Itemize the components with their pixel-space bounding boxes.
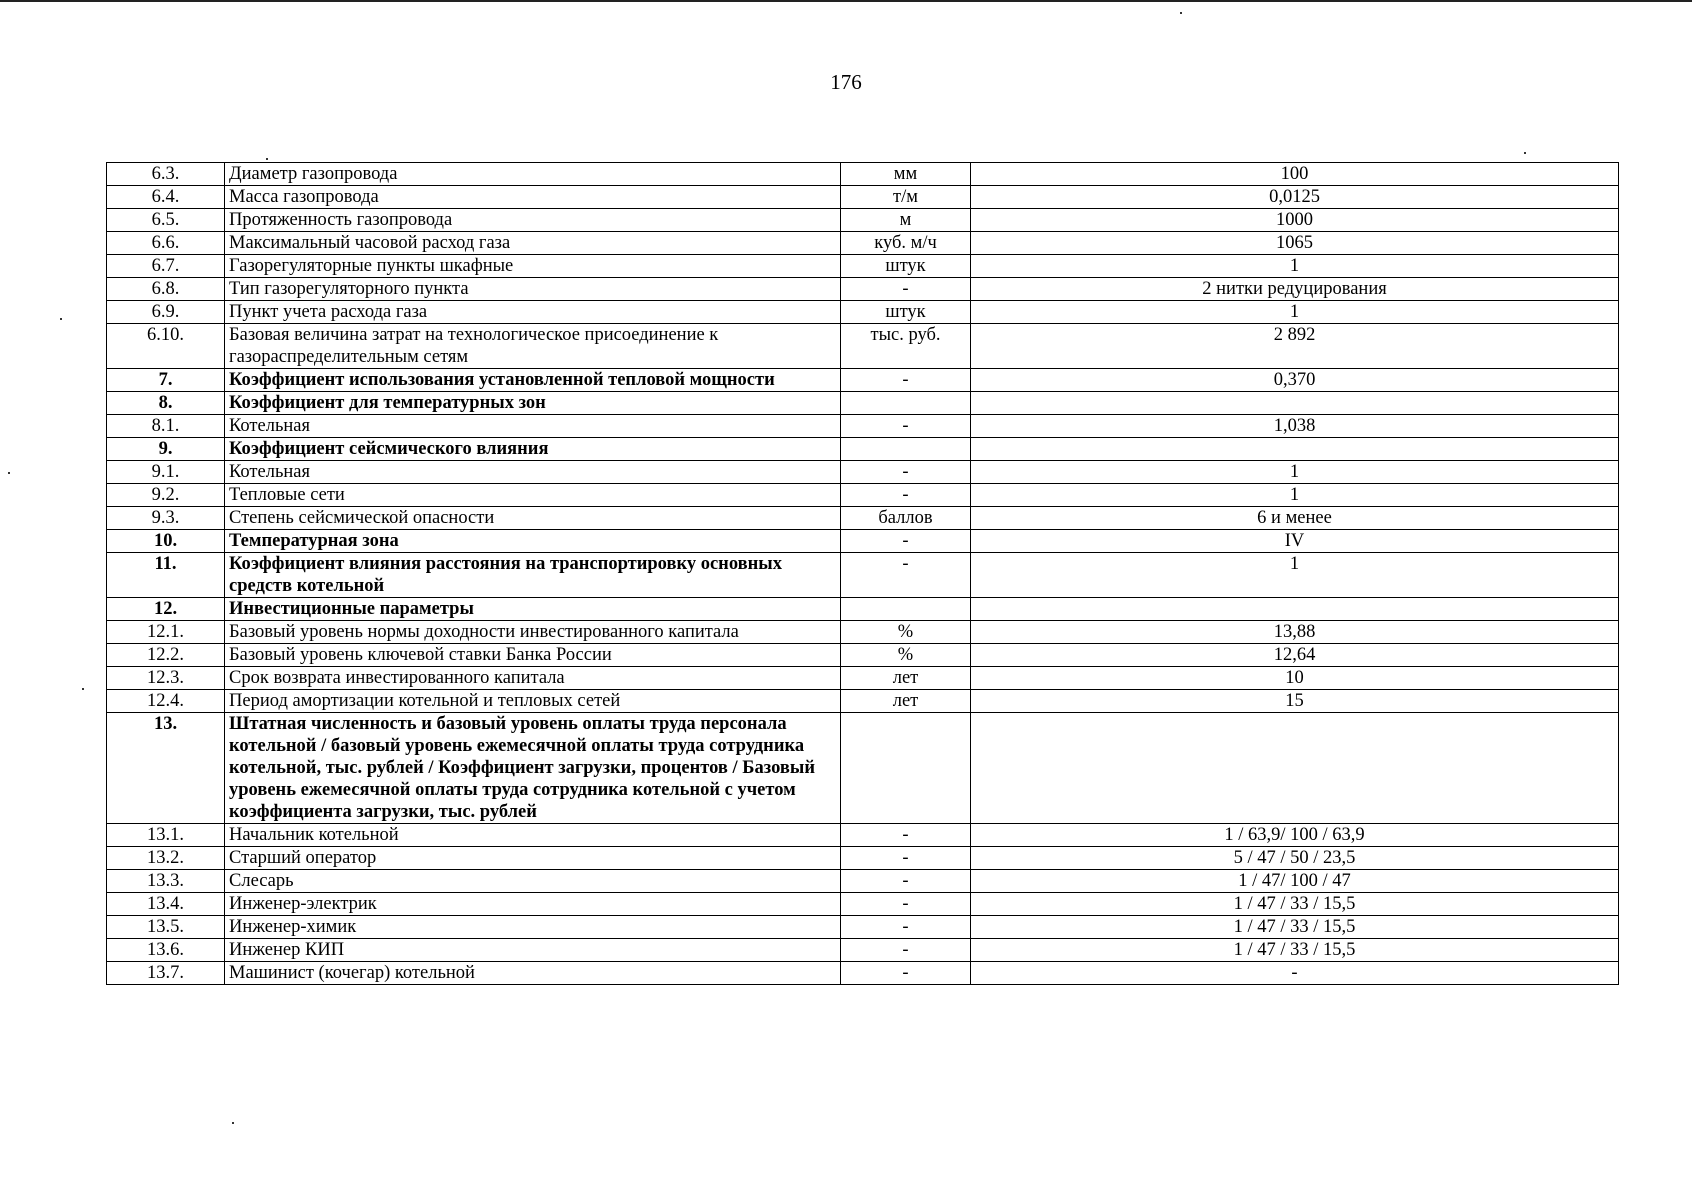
table-row	[107, 916, 1619, 939]
scan-speck	[82, 688, 84, 690]
row-value-cell: -	[971, 962, 1619, 985]
row-number-cell: 9.1.	[107, 461, 225, 484]
row-unit-cell	[841, 392, 971, 415]
row-name-cell: Период амортизации котельной и тепловых сетей	[225, 690, 841, 713]
scan-speck	[1524, 152, 1526, 154]
row-value-cell: IV	[971, 530, 1619, 553]
row-name-cell: Котельная	[225, 461, 841, 484]
row-unit-cell: штук	[841, 255, 971, 278]
row-name-cell: Коэффициент влияния расстояния на транспортировку основных средств котельной	[225, 553, 841, 598]
table-row	[107, 598, 1619, 621]
table-row	[107, 644, 1619, 667]
row-unit-cell: -	[841, 369, 971, 392]
row-name-cell: Начальник котельной	[225, 824, 841, 847]
table-row	[107, 870, 1619, 893]
table-row	[107, 553, 1619, 598]
table-row	[107, 278, 1619, 301]
table-row	[107, 713, 1619, 824]
row-value-cell: 1 / 47/ 100 / 47	[971, 870, 1619, 893]
table-row	[107, 369, 1619, 392]
row-unit-cell: штук	[841, 301, 971, 324]
row-number-cell: 13.4.	[107, 893, 225, 916]
row-unit-cell: лет	[841, 667, 971, 690]
row-number-cell: 6.7.	[107, 255, 225, 278]
table-row	[107, 209, 1619, 232]
row-value-cell: 6 и менее	[971, 507, 1619, 530]
scan-speck	[1180, 12, 1182, 14]
row-unit-cell: -	[841, 939, 971, 962]
table-row	[107, 163, 1619, 186]
row-unit-cell: %	[841, 644, 971, 667]
row-name-cell: Срок возврата инвестированного капитала	[225, 667, 841, 690]
table-row	[107, 415, 1619, 438]
row-name-cell: Инженер КИП	[225, 939, 841, 962]
row-name-cell: Степень сейсмической опасности	[225, 507, 841, 530]
row-number-cell: 13.1.	[107, 824, 225, 847]
row-name-cell: Слесарь	[225, 870, 841, 893]
row-name-cell: Котельная	[225, 415, 841, 438]
row-value-cell: 15	[971, 690, 1619, 713]
row-number-cell: 11.	[107, 553, 225, 598]
row-value-cell: 1065	[971, 232, 1619, 255]
row-value-cell: 2 нитки редуцирования	[971, 278, 1619, 301]
row-value-cell	[971, 438, 1619, 461]
row-number-cell: 6.4.	[107, 186, 225, 209]
page-number: 176	[830, 70, 862, 94]
row-name-cell: Базовая величина затрат на технологическое присоединение к газораспределительным сетям	[225, 324, 841, 369]
row-value-cell: 0,0125	[971, 186, 1619, 209]
row-value-cell: 13,88	[971, 621, 1619, 644]
row-name-cell: Коэффициент сейсмического влияния	[225, 438, 841, 461]
row-unit-cell: -	[841, 553, 971, 598]
row-name-cell: Базовый уровень нормы доходности инвестированного капитала	[225, 621, 841, 644]
row-value-cell: 0,370	[971, 369, 1619, 392]
row-number-cell: 12.1.	[107, 621, 225, 644]
row-name-cell: Коэффициент использования установленной тепловой мощности	[225, 369, 841, 392]
parameters-table-body	[107, 163, 1619, 985]
row-value-cell	[971, 392, 1619, 415]
row-number-cell: 6.8.	[107, 278, 225, 301]
table-row	[107, 939, 1619, 962]
row-unit-cell	[841, 713, 971, 824]
row-name-cell: Инженер-химик	[225, 916, 841, 939]
row-value-cell: 100	[971, 163, 1619, 186]
row-value-cell: 1	[971, 553, 1619, 598]
row-number-cell: 12.2.	[107, 644, 225, 667]
row-name-cell: Штатная численность и базовый уровень оплаты труда персонала котельной / базовый уровень ежемесячной оплаты труда сотрудника котельной, тыс. рублей / Коэффициент загрузки, процентов / Базовый уровень ежемесячной оплаты труда сотрудника котельной с учетом коэффициента загрузки, тыс. рублей	[225, 713, 841, 824]
row-unit-cell	[841, 438, 971, 461]
row-unit-cell: баллов	[841, 507, 971, 530]
row-name-cell: Диаметр газопровода	[225, 163, 841, 186]
row-number-cell: 13.6.	[107, 939, 225, 962]
scan-top-edge	[0, 0, 1692, 2]
table-row	[107, 530, 1619, 553]
scan-speck	[60, 318, 62, 320]
row-value-cell: 1 / 47 / 33 / 15,5	[971, 939, 1619, 962]
table-row	[107, 621, 1619, 644]
table-row	[107, 255, 1619, 278]
table-row	[107, 962, 1619, 985]
row-number-cell: 8.1.	[107, 415, 225, 438]
row-number-cell: 13.3.	[107, 870, 225, 893]
table-row	[107, 392, 1619, 415]
row-unit-cell: -	[841, 916, 971, 939]
row-name-cell: Максимальный часовой расход газа	[225, 232, 841, 255]
row-number-cell: 10.	[107, 530, 225, 553]
row-unit-cell: -	[841, 962, 971, 985]
row-value-cell: 1	[971, 461, 1619, 484]
row-unit-cell: -	[841, 530, 971, 553]
row-number-cell: 13.5.	[107, 916, 225, 939]
row-value-cell: 1000	[971, 209, 1619, 232]
row-unit-cell	[841, 598, 971, 621]
table-row	[107, 507, 1619, 530]
table-row	[107, 324, 1619, 369]
row-unit-cell: -	[841, 824, 971, 847]
table-row	[107, 484, 1619, 507]
row-number-cell: 13.	[107, 713, 225, 824]
row-unit-cell: -	[841, 278, 971, 301]
row-number-cell: 12.	[107, 598, 225, 621]
row-name-cell: Коэффициент для температурных зон	[225, 392, 841, 415]
row-value-cell: 1 / 47 / 33 / 15,5	[971, 916, 1619, 939]
row-value-cell: 1,038	[971, 415, 1619, 438]
row-value-cell	[971, 713, 1619, 824]
row-unit-cell: -	[841, 893, 971, 916]
row-name-cell: Машинист (кочегар) котельной	[225, 962, 841, 985]
table-row	[107, 186, 1619, 209]
row-value-cell: 1 / 63,9/ 100 / 63,9	[971, 824, 1619, 847]
row-value-cell: 1	[971, 255, 1619, 278]
row-name-cell: Базовый уровень ключевой ставки Банка России	[225, 644, 841, 667]
row-unit-cell: куб. м/ч	[841, 232, 971, 255]
row-number-cell: 6.10.	[107, 324, 225, 369]
row-unit-cell: -	[841, 461, 971, 484]
row-unit-cell: м	[841, 209, 971, 232]
table-row	[107, 438, 1619, 461]
row-name-cell: Инженер-электрик	[225, 893, 841, 916]
row-unit-cell: %	[841, 621, 971, 644]
table-row	[107, 690, 1619, 713]
row-number-cell: 13.7.	[107, 962, 225, 985]
row-unit-cell: т/м	[841, 186, 971, 209]
row-value-cell: 5 / 47 / 50 / 23,5	[971, 847, 1619, 870]
table-row	[107, 824, 1619, 847]
row-unit-cell: лет	[841, 690, 971, 713]
scan-speck	[266, 158, 268, 160]
row-name-cell: Старший оператор	[225, 847, 841, 870]
table-row	[107, 847, 1619, 870]
row-number-cell: 6.9.	[107, 301, 225, 324]
parameters-table	[106, 162, 1619, 985]
scan-speck	[232, 1122, 234, 1124]
row-value-cell: 1	[971, 301, 1619, 324]
row-value-cell: 1 / 47 / 33 / 15,5	[971, 893, 1619, 916]
table-row	[107, 301, 1619, 324]
row-value-cell: 10	[971, 667, 1619, 690]
row-number-cell: 6.5.	[107, 209, 225, 232]
row-name-cell: Масса газопровода	[225, 186, 841, 209]
table-row	[107, 893, 1619, 916]
row-unit-cell: -	[841, 415, 971, 438]
table-row	[107, 461, 1619, 484]
row-unit-cell: -	[841, 484, 971, 507]
row-value-cell: 1	[971, 484, 1619, 507]
row-value-cell: 12,64	[971, 644, 1619, 667]
row-number-cell: 7.	[107, 369, 225, 392]
row-name-cell: Тепловые сети	[225, 484, 841, 507]
row-number-cell: 9.2.	[107, 484, 225, 507]
table-row	[107, 667, 1619, 690]
row-number-cell: 8.	[107, 392, 225, 415]
row-unit-cell: мм	[841, 163, 971, 186]
row-number-cell: 9.	[107, 438, 225, 461]
row-number-cell: 13.2.	[107, 847, 225, 870]
row-unit-cell: тыс. руб.	[841, 324, 971, 369]
row-value-cell	[971, 598, 1619, 621]
row-unit-cell: -	[841, 847, 971, 870]
row-number-cell: 12.3.	[107, 667, 225, 690]
table-row	[107, 232, 1619, 255]
row-name-cell: Тип газорегуляторного пункта	[225, 278, 841, 301]
row-unit-cell: -	[841, 870, 971, 893]
row-name-cell: Газорегуляторные пункты шкафные	[225, 255, 841, 278]
row-name-cell: Протяженность газопровода	[225, 209, 841, 232]
scan-speck	[8, 472, 10, 474]
row-number-cell: 6.6.	[107, 232, 225, 255]
row-number-cell: 9.3.	[107, 507, 225, 530]
row-name-cell: Инвестиционные параметры	[225, 598, 841, 621]
row-name-cell: Температурная зона	[225, 530, 841, 553]
row-number-cell: 12.4.	[107, 690, 225, 713]
row-name-cell: Пункт учета расхода газа	[225, 301, 841, 324]
row-number-cell: 6.3.	[107, 163, 225, 186]
row-value-cell: 2 892	[971, 324, 1619, 369]
